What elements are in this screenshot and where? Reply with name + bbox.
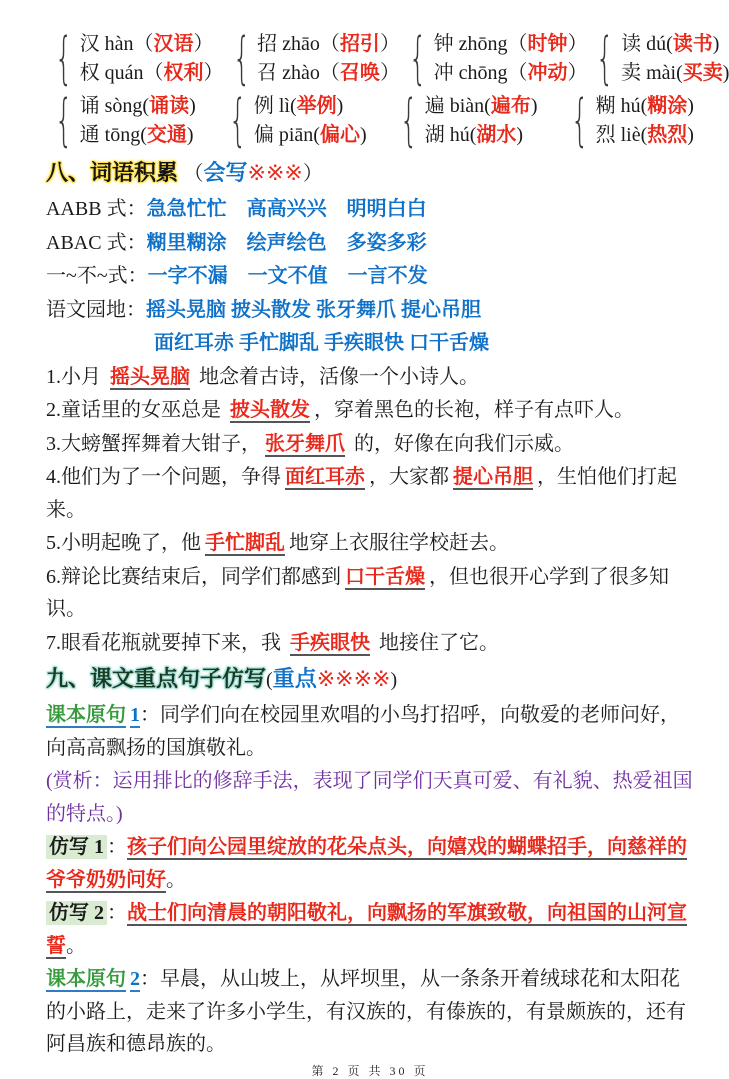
imitation-sentence-1: 仿写 1 ：孩子们向公园里绽放的花朵点头，向嬉戏的蝴蝶招手，向慈祥的爷爷奶奶问好。 — [46, 836, 687, 891]
word-list-abac: ABAC 式：糊里糊涂 绘声绘色 多姿多彩 — [46, 231, 427, 254]
pinyin-group-song-tong — [46, 88, 196, 153]
paren: ) — [390, 669, 398, 691]
idiom-highlight: 披头散发 — [230, 399, 310, 421]
imitation-text: 战士们向清晨的朝阳敬礼，向飘扬的军旗致敬，向祖国的山河宣誓 — [46, 902, 687, 957]
analysis-note: (赏析：运用排比的修辞手法，表现了同学们天真可爱、有礼貌、热爱祖国的特点。) — [46, 770, 693, 825]
left-brace-icon: { — [408, 26, 427, 91]
pinyin-row-2 — [46, 88, 694, 153]
section-8-heading — [46, 156, 694, 191]
word-list-yuwen-2: 面红耳赤 手忙脚乱 手疾眼快 口干舌燥 — [154, 332, 489, 354]
paren: ） — [302, 163, 323, 185]
pinyin-line: 召 zhào（召唤） — [257, 62, 400, 84]
pinyin-group-hu-lie — [562, 88, 694, 153]
pinyin-line: 冲 chōng（冲动） — [433, 62, 588, 84]
pinyin-line: 钟 zhōng（时钟） — [433, 33, 588, 55]
benju-2-label: 课本原句 2 — [46, 968, 140, 990]
page-number-footer: 第 2 页 共 30 页 — [311, 1063, 429, 1078]
zhongdian-tag: 重点 — [272, 666, 317, 691]
sentence-1: 1.小月 摇头晃脑 地念着古诗，活像一个小诗人。 — [46, 365, 479, 388]
sentence-2: 2.童话里的女巫总是 披头散发 ，穿着黑色的长袍，样子有点吓人。 — [46, 399, 634, 421]
textbook-sentence-1: 课本原句 1：同学们向在校园里欢唱的小鸟打招呼，向敬爱的老师问好，向高高飘扬的国旗敬礼。 — [46, 704, 680, 759]
sentence-4: 4.他们为了一个问题，争得 面红耳赤 ，大家都 提心吊胆 ，生怕他们打起来。 — [46, 466, 677, 521]
fangxie-2-label: 仿写 2 — [46, 901, 107, 925]
idiom-highlight: 手忙脚乱 — [205, 532, 285, 554]
imitation-sentence-2: 仿写 2 ：战士们向清晨的朝阳敬礼，向飘扬的军旗致敬，向祖国的山河宣誓。 — [46, 902, 687, 957]
pinyin-group-zhao-zhao — [224, 26, 400, 91]
pinyin-group-bian-hu — [391, 88, 538, 153]
pinyin-line: 例 lì(举例) — [253, 95, 344, 117]
left-brace-icon: { — [400, 88, 418, 153]
word-list-aabb: AABB 式：急急忙忙 高高兴兴 明明白白 — [46, 198, 427, 220]
idiom-highlight: 口干舌燥 — [345, 565, 425, 588]
pinyin-line: 偏 piān(偏心) — [253, 124, 367, 146]
pinyin-group-du-mai — [587, 26, 729, 91]
pinyin-line: 读 dú(读书) — [621, 33, 720, 55]
pinyin-line: 通 tōng(交通) — [79, 124, 194, 146]
pinyin-line: 遍 biàn(遍布) — [424, 95, 538, 117]
pinyin-line: 汉 hàn（汉语） — [79, 33, 214, 55]
left-brace-icon: { — [54, 88, 73, 153]
word-list-yuwen-1: 语文园地：摇头晃脑 披头散发 张牙舞爪 提心吊胆 — [46, 298, 481, 321]
pinyin-line: 烈 liè(热烈) — [595, 124, 694, 146]
sentence-6: 6.辩论比赛结束后，同学们都感到 口干舌燥 ，但也很开心学到了很多知识。 — [46, 565, 669, 620]
section-8-title: 八、词语积累 — [46, 160, 179, 185]
pinyin-line: 湖 hú(湖水) — [424, 124, 524, 146]
paren: ( — [266, 669, 273, 691]
fangxie-1-label: 仿写 1 — [46, 835, 107, 859]
section-9-title: 九、课文重点句子仿写 — [46, 666, 267, 691]
left-brace-icon: { — [232, 26, 251, 91]
pinyin-line: 卖 mài(买卖) — [621, 62, 729, 84]
idiom-highlight: 提心吊胆 — [453, 466, 533, 488]
textbook-sentence-2: 课本原句 2：早晨，从山坡上，从坪坝里，从一条条开着绒球花和太阳花的小路上，走来了许多小学生，有汉族的，有傣族的，有景颇族的，还有阿昌族和德昂族的。 — [46, 968, 686, 1055]
word-list-yibuyi: 一~不~式：一字不漏 一文不值 一言不发 — [46, 265, 428, 287]
left-brace-icon: { — [54, 26, 73, 91]
importance-stars: ※※※ — [247, 160, 303, 185]
pinyin-group-han-quan — [46, 26, 224, 91]
idiom-highlight: 面红耳赤 — [285, 466, 365, 488]
left-brace-icon: { — [570, 88, 589, 153]
pinyin-group-zhong-chong — [400, 26, 588, 91]
pinyin-row-1 — [46, 26, 729, 91]
pinyin-line: 糊 hú(糊涂) — [595, 95, 694, 117]
pinyin-line: 诵 sòng(诵读) — [79, 95, 196, 117]
imitation-text: 孩子们向公园里绽放的花朵点头，向嬉戏的蝴蝶招手，向慈祥的爷爷奶奶问好 — [46, 836, 687, 891]
sentence-3: 3.大螃蟹挥舞着大钳子， 张牙舞爪 的，好像在向我们示威。 — [46, 432, 574, 455]
section-9-heading — [46, 662, 694, 697]
idiom-highlight: 摇头晃脑 — [110, 365, 190, 388]
idiom-highlight: 手疾眼快 — [290, 631, 370, 654]
sentence-5: 5.小明起晚了，他 手忙脚乱 地穿上衣服往学校赶去。 — [46, 532, 509, 554]
pinyin-line: 权 quán（权利） — [79, 62, 224, 84]
benju-1-label: 课本原句 1 — [46, 704, 140, 726]
pinyin-group-li-pian — [220, 88, 367, 153]
sentence-7: 7.眼看花瓶就要掉下来，我 手疾眼快 地接住了它。 — [46, 631, 499, 654]
pinyin-line: 招 zhāo（招引） — [257, 33, 400, 55]
importance-stars: ※※※※ — [316, 666, 391, 691]
idiom-highlight: 张牙舞爪 — [265, 432, 345, 455]
paren: （ — [183, 163, 204, 185]
huixie-tag: 会写 — [203, 160, 248, 185]
left-brace-icon: { — [596, 26, 615, 91]
left-brace-icon: { — [229, 88, 247, 153]
